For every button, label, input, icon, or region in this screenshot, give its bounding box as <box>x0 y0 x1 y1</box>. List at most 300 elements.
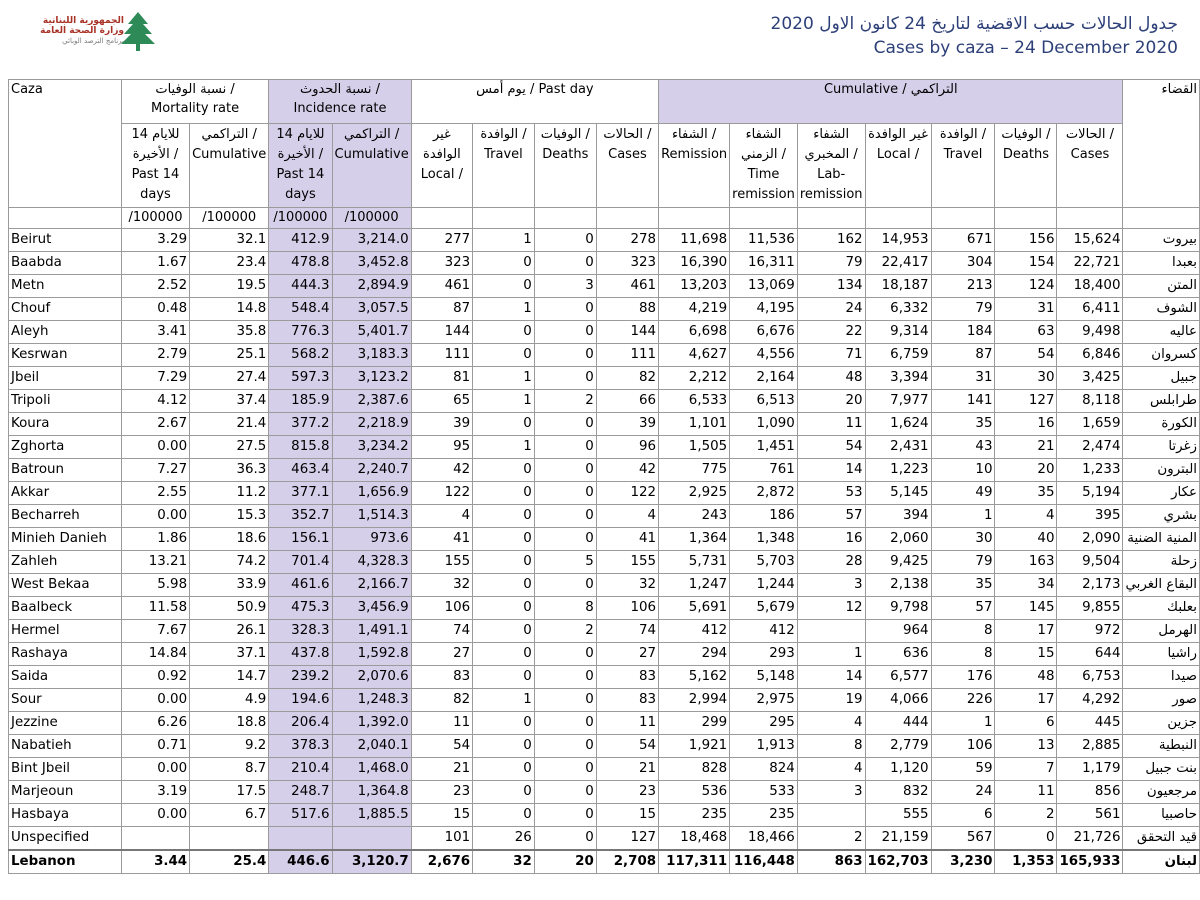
header-spacer <box>865 208 931 229</box>
cell-irc: 1,592.8 <box>332 643 411 666</box>
col-pastday-deaths: الوفيات / Deaths <box>534 124 596 208</box>
cell-deaths: 16 <box>995 413 1057 436</box>
cell-irc: 2,166.7 <box>332 574 411 597</box>
cell-caza: Koura <box>9 413 122 436</box>
cell-local: 1,223 <box>865 459 931 482</box>
cell-pd-cases: 11 <box>596 712 658 735</box>
cell-time-rem: 5,703 <box>730 551 798 574</box>
table-row <box>9 459 1200 482</box>
cell-ar: عاليه <box>1123 321 1200 344</box>
cell-caza: Aleyh <box>9 321 122 344</box>
cell-lab-rem: 8 <box>797 735 865 758</box>
cell-time-rem: 18,466 <box>730 827 798 851</box>
header-spacer <box>659 208 730 229</box>
cell-cases: 445 <box>1057 712 1123 735</box>
cell-deaths: 15 <box>995 643 1057 666</box>
cell-ir14: 328.3 <box>269 620 332 643</box>
cell-mr14: 1.67 <box>121 252 189 275</box>
cell-time-rem: 1,090 <box>730 413 798 436</box>
cell-lab-rem: 863 <box>797 850 865 874</box>
cell-lab-rem: 162 <box>797 229 865 252</box>
cell-mr14: 3.29 <box>121 229 189 252</box>
header-spacer <box>534 208 596 229</box>
cell-cases: 644 <box>1057 643 1123 666</box>
cell-time-rem: 11,536 <box>730 229 798 252</box>
cell-travel: 226 <box>931 689 995 712</box>
cell-pd-cases: 66 <box>596 390 658 413</box>
cell-travel: 304 <box>931 252 995 275</box>
cell-travel: 87 <box>931 344 995 367</box>
cell-pd-travel: 0 <box>473 643 535 666</box>
cell-pd-cases: 323 <box>596 252 658 275</box>
cell-cases: 1,179 <box>1057 758 1123 781</box>
cell-local: 14,953 <box>865 229 931 252</box>
cell-lab-rem: 4 <box>797 712 865 735</box>
cell-lab-rem: 16 <box>797 528 865 551</box>
cell-irc: 2,040.1 <box>332 735 411 758</box>
cell-pd-cases: 155 <box>596 551 658 574</box>
cell-cases: 9,498 <box>1057 321 1123 344</box>
cell-irc: 2,218.9 <box>332 413 411 436</box>
cell-travel: 30 <box>931 528 995 551</box>
cell-travel: 31 <box>931 367 995 390</box>
cell-pd-deaths: 0 <box>534 505 596 528</box>
cell-ir14: 352.7 <box>269 505 332 528</box>
cell-irc: 3,123.2 <box>332 367 411 390</box>
cell-mr14: 7.29 <box>121 367 189 390</box>
cell-deaths: 17 <box>995 620 1057 643</box>
cell-pd-deaths: 0 <box>534 229 596 252</box>
cell-irc: 1,364.8 <box>332 781 411 804</box>
cell-irc: 1,248.3 <box>332 689 411 712</box>
cell-pd-deaths: 0 <box>534 689 596 712</box>
cell-cases: 9,504 <box>1057 551 1123 574</box>
cell-ar: البقاع الغربي <box>1123 574 1200 597</box>
cell-mr14: 3.41 <box>121 321 189 344</box>
cell-travel: 141 <box>931 390 995 413</box>
cell-local: 964 <box>865 620 931 643</box>
cell-pd-local: 4 <box>411 505 472 528</box>
cell-ir14: 568.2 <box>269 344 332 367</box>
cell-pd-deaths: 5 <box>534 551 596 574</box>
cell-time-rem: 16,311 <box>730 252 798 275</box>
cell-time-rem: 1,348 <box>730 528 798 551</box>
cell-travel: 567 <box>931 827 995 851</box>
cell-local: 394 <box>865 505 931 528</box>
header-mortality-rate <box>121 80 268 124</box>
cell-cases: 165,933 <box>1057 850 1123 874</box>
cell-pd-local: 87 <box>411 298 472 321</box>
col-cum-local: غير الوافدة Local / <box>865 124 931 208</box>
table-row <box>9 689 1200 712</box>
cell-pd-cases: 83 <box>596 689 658 712</box>
cell-local: 7,977 <box>865 390 931 413</box>
cell-pd-cases: 83 <box>596 666 658 689</box>
cell-lab-rem: 54 <box>797 436 865 459</box>
cell-mrc: 33.9 <box>190 574 269 597</box>
cell-mr14: 11.58 <box>121 597 189 620</box>
cell-mrc: 74.2 <box>190 551 269 574</box>
cell-local: 22,417 <box>865 252 931 275</box>
cell-cases: 21,726 <box>1057 827 1123 851</box>
cell-travel: 184 <box>931 321 995 344</box>
cell-cases: 561 <box>1057 804 1123 827</box>
cell-mrc: 17.5 <box>190 781 269 804</box>
cell-irc: 3,183.3 <box>332 344 411 367</box>
cell-cases: 1,659 <box>1057 413 1123 436</box>
cell-travel: 6 <box>931 804 995 827</box>
cell-mrc: 32.1 <box>190 229 269 252</box>
cell-local: 21,159 <box>865 827 931 851</box>
cell-deaths: 1,353 <box>995 850 1057 874</box>
table-row <box>9 758 1200 781</box>
cell-pd-local: 65 <box>411 390 472 413</box>
cell-lab-rem: 53 <box>797 482 865 505</box>
cell-ar: البترون <box>1123 459 1200 482</box>
cell-ir14: 377.1 <box>269 482 332 505</box>
col-pastday-local: غير الوافدة Local / <box>411 124 472 208</box>
ministry-logo <box>14 8 154 52</box>
cell-irc: 2,240.7 <box>332 459 411 482</box>
cell-pd-travel: 0 <box>473 804 535 827</box>
cell-remission: 117,311 <box>659 850 730 874</box>
cell-travel: 35 <box>931 413 995 436</box>
cell-caza: Baalbeck <box>9 597 122 620</box>
cell-local: 2,060 <box>865 528 931 551</box>
cell-ar: صور <box>1123 689 1200 712</box>
cell-pd-travel: 0 <box>473 275 535 298</box>
cell-mrc: 36.3 <box>190 459 269 482</box>
cell-deaths: 2 <box>995 804 1057 827</box>
cell-lab-rem: 3 <box>797 781 865 804</box>
cell-remission: 4,627 <box>659 344 730 367</box>
cell-pd-travel: 26 <box>473 827 535 851</box>
cell-caza: West Bekaa <box>9 574 122 597</box>
cell-pd-local: 32 <box>411 574 472 597</box>
cell-pd-travel: 1 <box>473 390 535 413</box>
cell-cases: 856 <box>1057 781 1123 804</box>
cell-pd-travel: 1 <box>473 689 535 712</box>
cedar-icon <box>118 10 158 52</box>
cell-cases: 2,173 <box>1057 574 1123 597</box>
cell-ar: طرابلس <box>1123 390 1200 413</box>
cell-local: 1,120 <box>865 758 931 781</box>
cell-pd-travel: 0 <box>473 505 535 528</box>
cell-local: 6,332 <box>865 298 931 321</box>
cell-pd-deaths: 0 <box>534 574 596 597</box>
cell-remission: 2,994 <box>659 689 730 712</box>
cell-time-rem: 2,872 <box>730 482 798 505</box>
cell-local: 3,394 <box>865 367 931 390</box>
cell-deaths: 6 <box>995 712 1057 735</box>
cell-remission: 2,925 <box>659 482 730 505</box>
cell-pd-cases: 82 <box>596 367 658 390</box>
table-row <box>9 643 1200 666</box>
cell-travel: 10 <box>931 459 995 482</box>
cell-travel: 671 <box>931 229 995 252</box>
cell-pd-deaths: 2 <box>534 620 596 643</box>
cell-pd-travel: 0 <box>473 735 535 758</box>
cell-pd-cases: 111 <box>596 344 658 367</box>
cell-pd-local: 54 <box>411 735 472 758</box>
cell-pd-local: 82 <box>411 689 472 712</box>
header-spacer <box>596 208 658 229</box>
cell-pd-travel: 1 <box>473 298 535 321</box>
cell-remission: 4,219 <box>659 298 730 321</box>
col-mortality-cumulative: التراكمي / Cumulative <box>190 124 269 208</box>
cell-pd-local: 42 <box>411 459 472 482</box>
cell-mr14: 0.48 <box>121 298 189 321</box>
cell-caza: Akkar <box>9 482 122 505</box>
cell-ar: قيد التحقق <box>1123 827 1200 851</box>
cell-pd-deaths: 0 <box>534 781 596 804</box>
cell-remission: 412 <box>659 620 730 643</box>
cell-pd-local: 95 <box>411 436 472 459</box>
cell-ir14: 461.6 <box>269 574 332 597</box>
table-row <box>9 804 1200 827</box>
cell-time-rem: 2,164 <box>730 367 798 390</box>
cell-local: 162,703 <box>865 850 931 874</box>
cell-mrc: 19.5 <box>190 275 269 298</box>
cell-travel: 1 <box>931 505 995 528</box>
cell-lab-rem: 79 <box>797 252 865 275</box>
mortality-rate-ar: نسبة الوفيات / <box>155 82 235 97</box>
cell-pd-local: 111 <box>411 344 472 367</box>
cell-travel: 8 <box>931 643 995 666</box>
cell-irc: 3,214.0 <box>332 229 411 252</box>
cell-ir14: 378.3 <box>269 735 332 758</box>
cell-deaths: 163 <box>995 551 1057 574</box>
cell-caza: Marjeoun <box>9 781 122 804</box>
cell-pd-travel: 1 <box>473 229 535 252</box>
cell-local: 6,577 <box>865 666 931 689</box>
cell-remission: 1,247 <box>659 574 730 597</box>
cell-remission: 5,691 <box>659 597 730 620</box>
cell-pd-travel: 1 <box>473 367 535 390</box>
cell-ir14: 548.4 <box>269 298 332 321</box>
cell-mrc: 8.7 <box>190 758 269 781</box>
table-row <box>9 367 1200 390</box>
cell-cases: 18,400 <box>1057 275 1123 298</box>
cell-deaths: 63 <box>995 321 1057 344</box>
cell-ar: بيروت <box>1123 229 1200 252</box>
cell-lab-rem: 14 <box>797 666 865 689</box>
cell-ir14: 597.3 <box>269 367 332 390</box>
cell-remission: 13,203 <box>659 275 730 298</box>
cell-lab-rem: 24 <box>797 298 865 321</box>
cell-local: 9,798 <box>865 597 931 620</box>
cell-irc: 973.6 <box>332 528 411 551</box>
per100k-spacer <box>9 208 122 229</box>
cell-pd-travel: 1 <box>473 436 535 459</box>
cell-local: 4,066 <box>865 689 931 712</box>
cell-lab-rem: 2 <box>797 827 865 851</box>
cell-lab-rem: 20 <box>797 390 865 413</box>
cell-cases: 6,753 <box>1057 666 1123 689</box>
cell-pd-deaths: 0 <box>534 758 596 781</box>
cell-remission: 11,698 <box>659 229 730 252</box>
cell-travel: 213 <box>931 275 995 298</box>
cell-pd-local: 74 <box>411 620 472 643</box>
cell-mrc: 27.4 <box>190 367 269 390</box>
cell-cases: 2,474 <box>1057 436 1123 459</box>
cell-deaths: 154 <box>995 252 1057 275</box>
cell-deaths: 124 <box>995 275 1057 298</box>
cell-ar: جبيل <box>1123 367 1200 390</box>
cell-mr14: 3.19 <box>121 781 189 804</box>
header-qada: القضاء <box>1123 80 1200 208</box>
cell-lab-rem: 57 <box>797 505 865 528</box>
cell-local: 2,779 <box>865 735 931 758</box>
cell-ar: عكار <box>1123 482 1200 505</box>
cell-ir14 <box>269 827 332 851</box>
col-cum-deaths: الوفيات / Deaths <box>995 124 1057 208</box>
cell-caza: Rashaya <box>9 643 122 666</box>
cell-time-rem: 824 <box>730 758 798 781</box>
cell-caza: Jbeil <box>9 367 122 390</box>
cell-mrc: 4.9 <box>190 689 269 712</box>
cell-time-rem: 235 <box>730 804 798 827</box>
cell-pd-travel: 0 <box>473 758 535 781</box>
cell-cases: 2,090 <box>1057 528 1123 551</box>
cell-mrc: 14.8 <box>190 298 269 321</box>
cell-mrc: 18.8 <box>190 712 269 735</box>
per100k-incidence-past14: /100000 <box>269 208 332 229</box>
cell-irc: 1,656.9 <box>332 482 411 505</box>
cell-pd-travel: 0 <box>473 551 535 574</box>
table-row <box>9 229 1200 252</box>
cell-caza: Becharreh <box>9 505 122 528</box>
cell-pd-travel: 0 <box>473 459 535 482</box>
cell-pd-cases: 23 <box>596 781 658 804</box>
cell-remission: 5,731 <box>659 551 730 574</box>
col-incidence-cumulative: التراكمي / Cumulative <box>332 124 411 208</box>
cell-pd-local: 155 <box>411 551 472 574</box>
cell-ar: مرجعيون <box>1123 781 1200 804</box>
cell-travel: 35 <box>931 574 995 597</box>
cell-travel: 79 <box>931 298 995 321</box>
cell-deaths: 34 <box>995 574 1057 597</box>
header-spacer <box>411 208 472 229</box>
cell-ar: صيدا <box>1123 666 1200 689</box>
cell-ar: زحلة <box>1123 551 1200 574</box>
cell-deaths: 13 <box>995 735 1057 758</box>
cell-pd-travel: 0 <box>473 482 535 505</box>
cell-pd-local: 21 <box>411 758 472 781</box>
total-row <box>9 850 1200 874</box>
cell-irc: 3,120.7 <box>332 850 411 874</box>
cell-travel: 79 <box>931 551 995 574</box>
cell-pd-deaths: 0 <box>534 413 596 436</box>
cell-cases: 3,425 <box>1057 367 1123 390</box>
cell-ar: بعبدا <box>1123 252 1200 275</box>
cell-cases: 6,411 <box>1057 298 1123 321</box>
cell-deaths: 4 <box>995 505 1057 528</box>
cell-irc: 3,452.8 <box>332 252 411 275</box>
cell-mr14: 2.55 <box>121 482 189 505</box>
table-row <box>9 528 1200 551</box>
cell-pd-deaths: 0 <box>534 712 596 735</box>
cell-mrc: 18.6 <box>190 528 269 551</box>
cell-mrc: 21.4 <box>190 413 269 436</box>
cell-remission: 18,468 <box>659 827 730 851</box>
col-time-remission: الشفاء الزمني / Time remission <box>730 124 798 208</box>
incidence-rate-en: Incidence rate <box>293 101 387 116</box>
cell-local: 636 <box>865 643 931 666</box>
cell-ir14: 377.2 <box>269 413 332 436</box>
cell-remission: 1,921 <box>659 735 730 758</box>
cell-remission: 235 <box>659 804 730 827</box>
table-row <box>9 505 1200 528</box>
cell-ir14: 210.4 <box>269 758 332 781</box>
cell-pd-local: 277 <box>411 229 472 252</box>
header-incidence-rate <box>269 80 411 124</box>
cell-pd-deaths: 8 <box>534 597 596 620</box>
cell-pd-deaths: 0 <box>534 827 596 851</box>
cell-caza: Baabda <box>9 252 122 275</box>
cell-time-rem: 5,679 <box>730 597 798 620</box>
cell-deaths: 54 <box>995 344 1057 367</box>
cell-pd-cases: 2,708 <box>596 850 658 874</box>
cell-lab-rem: 4 <box>797 758 865 781</box>
cell-irc: 3,057.5 <box>332 298 411 321</box>
cell-lab-rem: 48 <box>797 367 865 390</box>
cell-mr14: 5.98 <box>121 574 189 597</box>
table-row <box>9 298 1200 321</box>
cell-irc: 1,491.1 <box>332 620 411 643</box>
cell-deaths: 21 <box>995 436 1057 459</box>
cell-mr14: 7.27 <box>121 459 189 482</box>
logo-line-republic: الجمهورية اللبنانية <box>42 16 124 26</box>
cell-remission: 294 <box>659 643 730 666</box>
cell-mr14 <box>121 827 189 851</box>
cell-pd-travel: 32 <box>473 850 535 874</box>
cell-time-rem: 295 <box>730 712 798 735</box>
table-row <box>9 390 1200 413</box>
cell-irc: 1,468.0 <box>332 758 411 781</box>
per100k-mortality-cumulative: /100000 <box>190 208 269 229</box>
cell-deaths: 7 <box>995 758 1057 781</box>
cell-ar: راشيا <box>1123 643 1200 666</box>
cell-cases: 8,118 <box>1057 390 1123 413</box>
cell-pd-cases: 88 <box>596 298 658 321</box>
cell-mr14: 14.84 <box>121 643 189 666</box>
cell-mr14: 2.52 <box>121 275 189 298</box>
incidence-rate-ar: نسبة الحدوث / <box>299 82 381 97</box>
header-past-day: يوم أمس / Past day <box>411 80 658 124</box>
cell-pd-local: 323 <box>411 252 472 275</box>
cell-lab-rem: 1 <box>797 643 865 666</box>
cell-time-rem: 412 <box>730 620 798 643</box>
cell-pd-deaths: 0 <box>534 321 596 344</box>
cell-time-rem: 6,676 <box>730 321 798 344</box>
cell-pd-deaths: 0 <box>534 804 596 827</box>
per100k-mortality-past14: /100000 <box>121 208 189 229</box>
cell-time-rem: 1,244 <box>730 574 798 597</box>
cell-lab-rem: 3 <box>797 574 865 597</box>
cell-caza: Zghorta <box>9 436 122 459</box>
cell-local: 1,624 <box>865 413 931 436</box>
cell-mr14: 0.00 <box>121 689 189 712</box>
cell-pd-local: 41 <box>411 528 472 551</box>
cell-mr14: 6.26 <box>121 712 189 735</box>
cell-remission: 6,533 <box>659 390 730 413</box>
cell-irc: 1,514.3 <box>332 505 411 528</box>
cell-mr14: 7.67 <box>121 620 189 643</box>
cell-ar: النبطية <box>1123 735 1200 758</box>
cell-mr14: 2.79 <box>121 344 189 367</box>
cell-local: 2,431 <box>865 436 931 459</box>
